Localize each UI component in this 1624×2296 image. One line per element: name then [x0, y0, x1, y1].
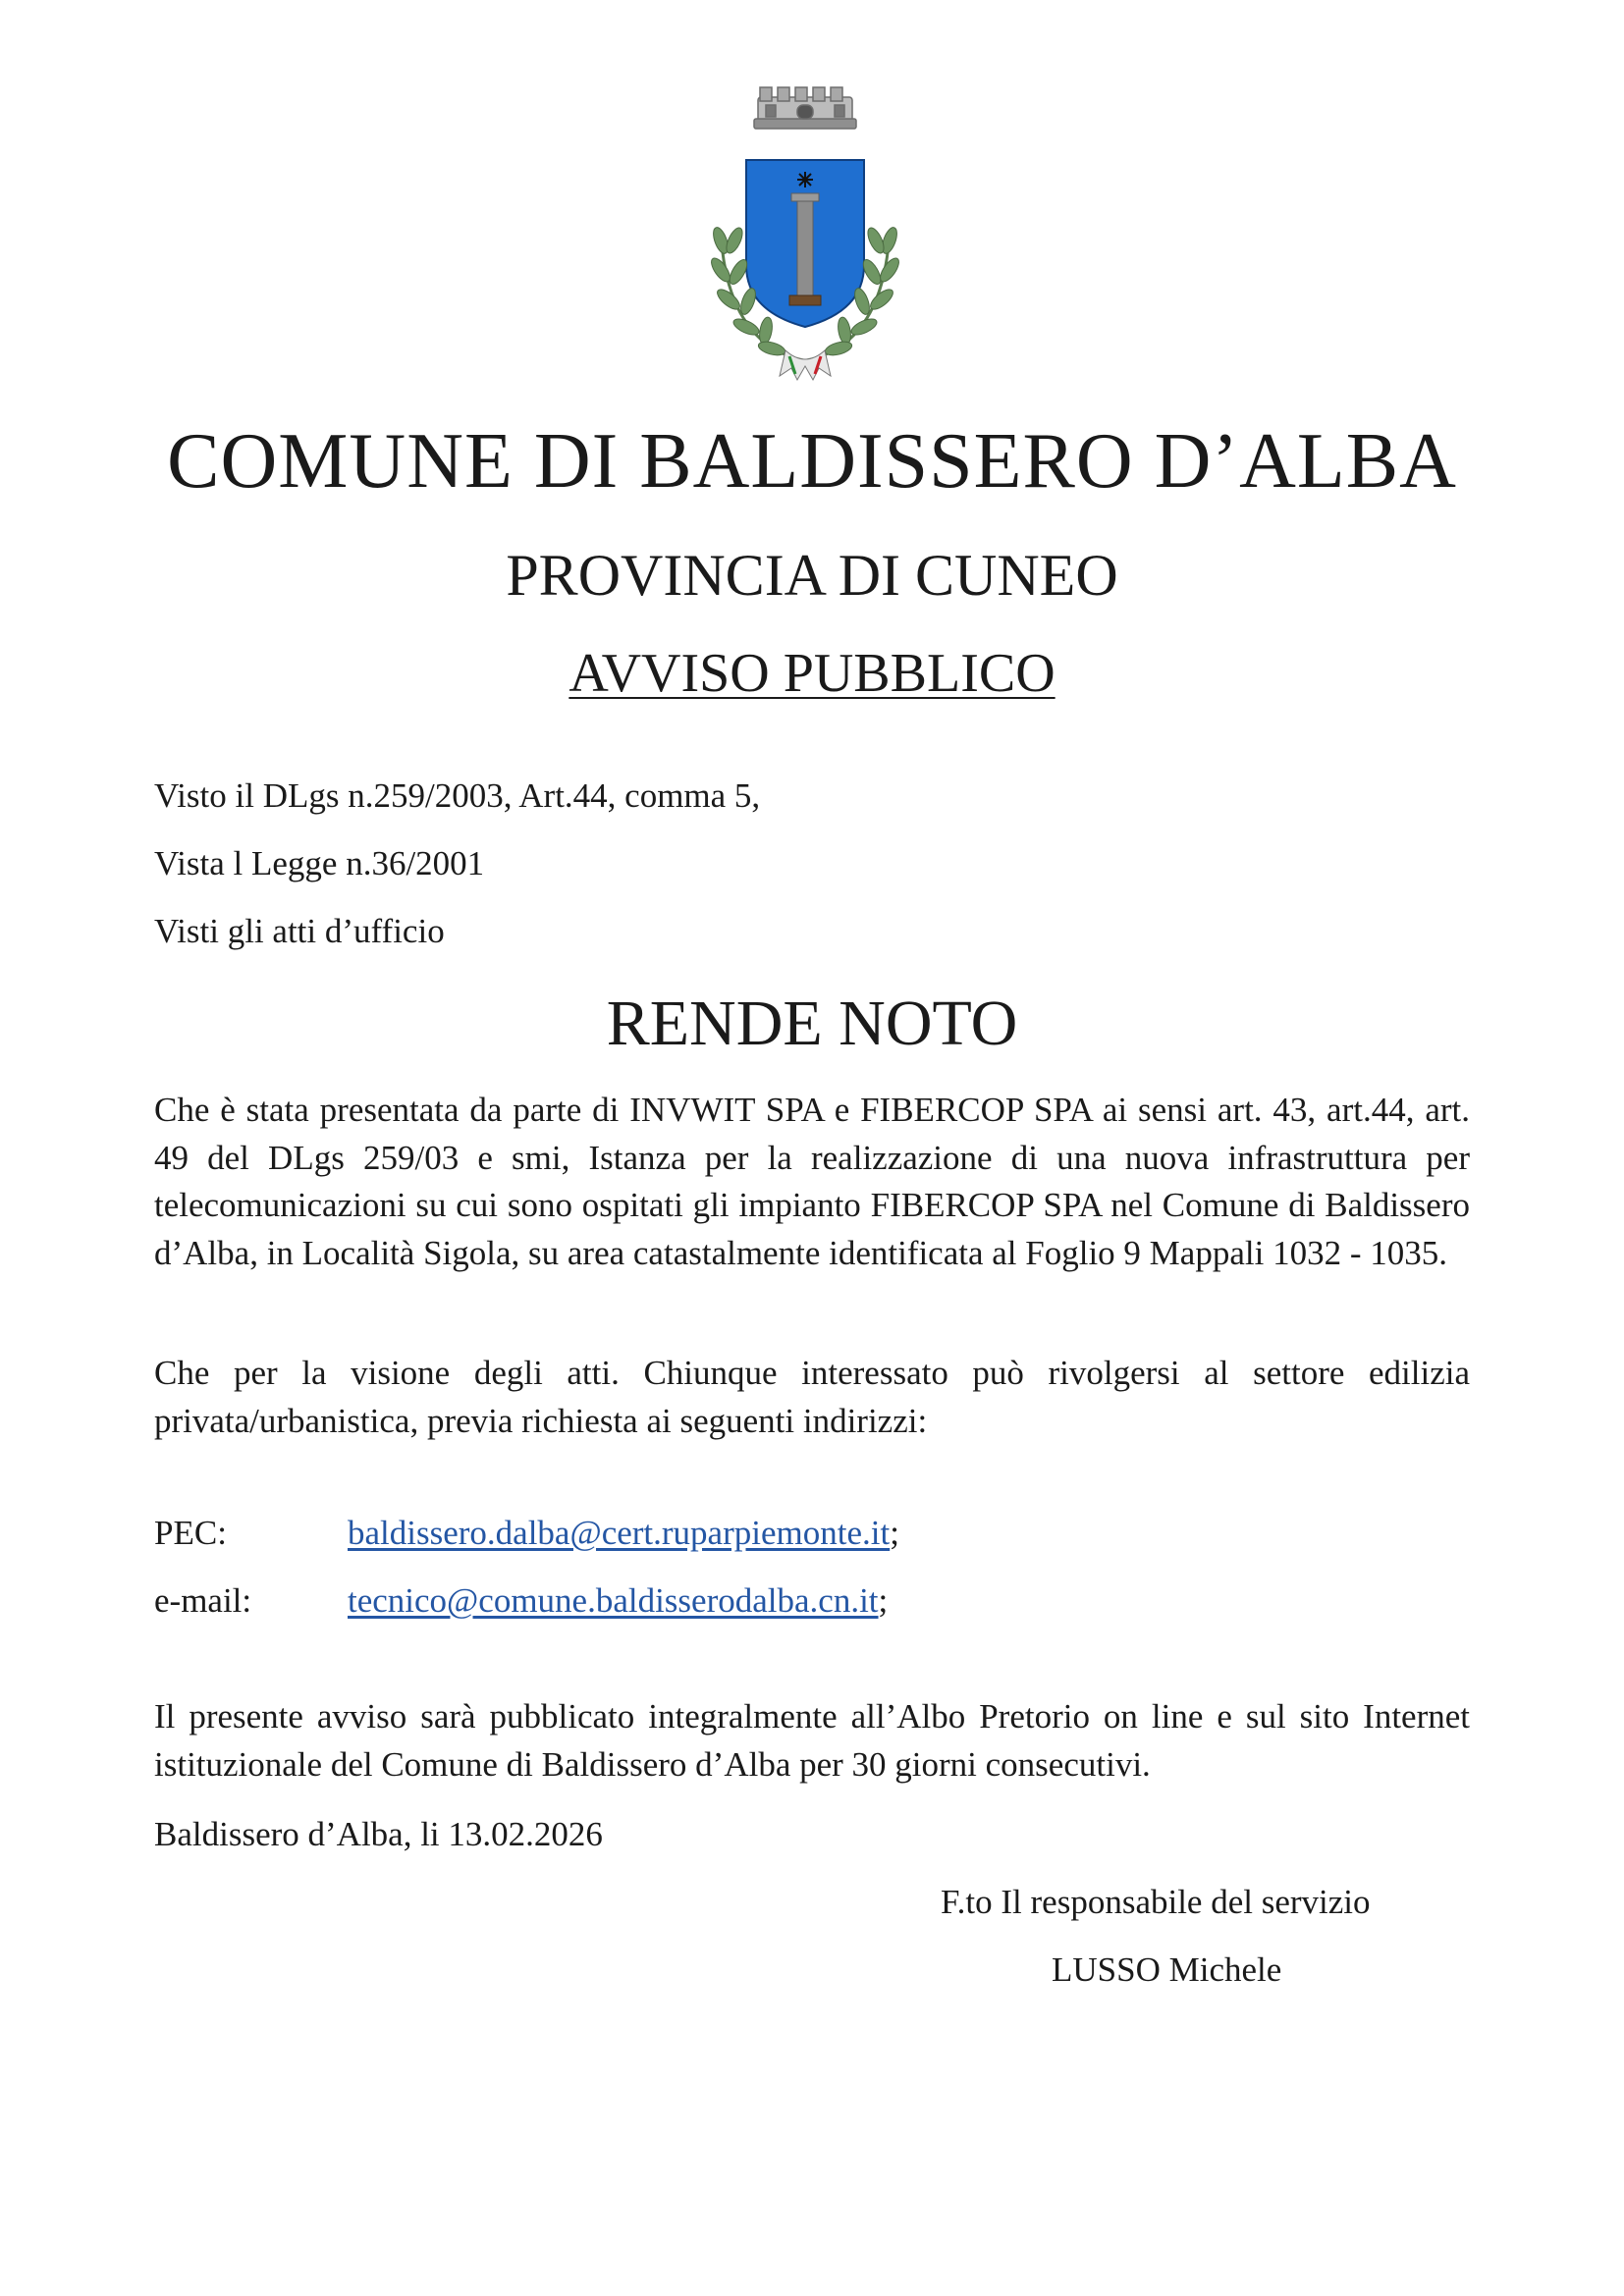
coat-of-arms-icon [687, 83, 923, 383]
paragraph-visione: Che per la visione degli atti. Chiunque interessato può rivolgersi al settore edilizia privata/urbanistica, previa richiesta ai seguenti indirizzi: [154, 1354, 1470, 1440]
rende-noto-heading: RENDE NOTO [606, 988, 1018, 1059]
notice-title [0, 638, 1624, 709]
provincia-subtitle: PROVINCIA DI CUNEO [506, 543, 1118, 608]
pec-contact-row [154, 1510, 899, 1557]
publication-paragraph: Il presente avviso sarà pubblicato integralmente all’Albo Pretorio on line e sul sito Internet istituzionale del Comune di Baldissero d’Alba per 30 giorni consecutivi. [154, 1697, 1470, 1784]
pec-label: PEC: [154, 1514, 227, 1552]
signature-role: F.to Il responsabile del servizio [941, 1883, 1371, 1921]
place-date: Baldissero d’Alba, li 13.02.2026 [154, 1815, 603, 1853]
signature-name: LUSSO Michele [1052, 1950, 1282, 1989]
email-label: e-mail: [154, 1581, 252, 1620]
paragraph-istanza: Che è stata presentata da parte di INVWIT SPA e FIBERCOP SPA ai sensi art. 43, art.44, art. 49 del DLgs 259/03 e smi, Istanza per la realizzazione di una nuova infrastruttura per telecomunicazioni su cui sono ospitati gli impianto FIBERCOP SPA nel Comune di Baldissero d’Alba, in Località Sigola, su area catastalmente identificata al Foglio 9 Mappali 1032 - 1035. [154, 1091, 1470, 1272]
pec-separator: ; [890, 1514, 899, 1552]
pec-link[interactable]: baldissero.dalba@cert.ruparpiemonte.it [348, 1514, 891, 1552]
premise-line: Visto il DLgs n.259/2003, Art.44, comma 5, [154, 776, 761, 815]
premise-line: Visti gli atti d’ufficio [154, 912, 445, 950]
comune-title: COMUNE DI BALDISSERO D’ALBA [167, 418, 1457, 505]
email-contact-row [154, 1577, 888, 1625]
notice-title-text: AVVISO PUBBLICO [568, 643, 1056, 704]
email-separator: ; [878, 1581, 889, 1620]
premise-line: Vista l Legge n.36/2001 [154, 844, 485, 882]
email-link[interactable]: tecnico@comune.baldisserodalba.cn.it [348, 1581, 879, 1620]
